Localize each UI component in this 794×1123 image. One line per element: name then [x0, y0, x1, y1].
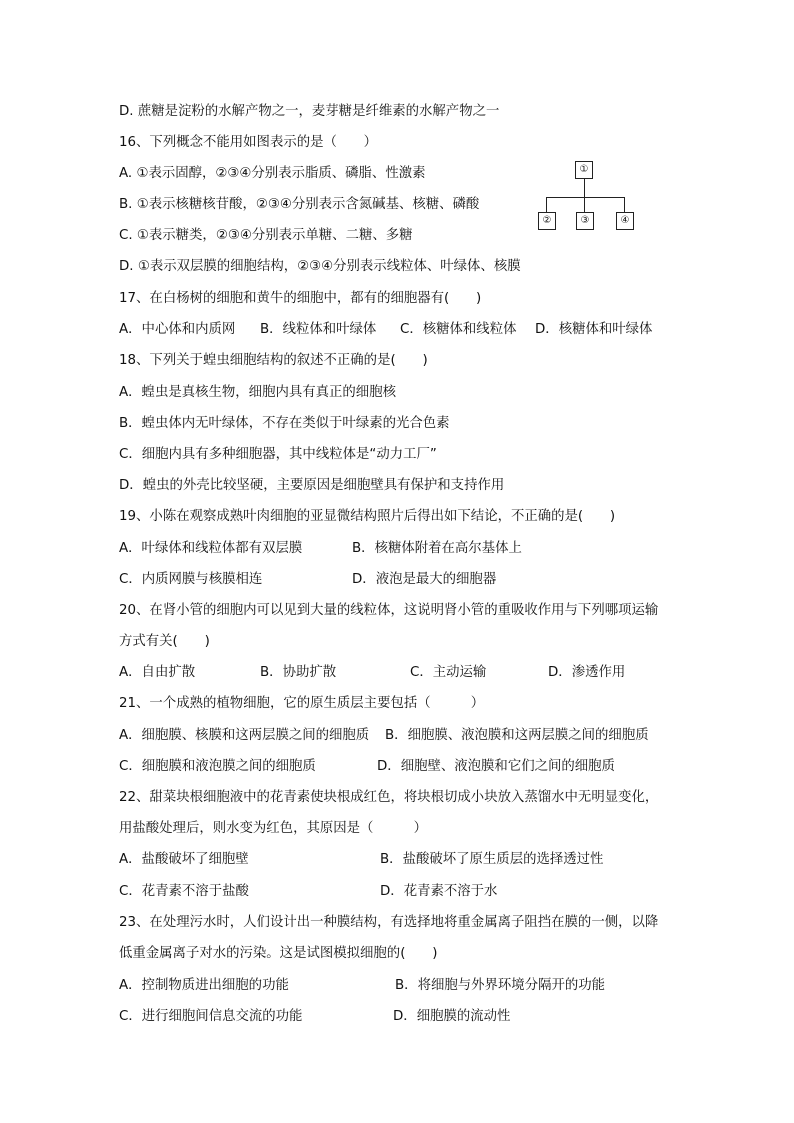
diagram-node-2-label: ② [542, 215, 552, 226]
q22-option-d: D．花青素不溶于水 [380, 884, 498, 899]
q16-stem: 16、下列概念不能用如图表示的是（ ） [119, 135, 378, 150]
diagram-node-1 [575, 161, 593, 179]
q19-option-d: D．液泡是最大的细胞器 [352, 572, 497, 587]
q23-option-b: B．将细胞与外界环境分隔开的功能 [395, 978, 606, 993]
diagram-node-2 [538, 212, 556, 230]
diagram-connector [624, 197, 625, 212]
q18-option-c: C．细胞内具有多种细胞器，其中线粒体是“动力工厂” [119, 447, 437, 462]
q19-option-c: C．内质网膜与核膜相连 [119, 572, 263, 587]
q23-option-d: D．细胞膜的流动性 [393, 1009, 511, 1024]
q22-option-b: B．盐酸破坏了原生质层的选择透过性 [380, 852, 604, 867]
q21-option-b: B．细胞膜、液泡膜和这两层膜之间的细胞质 [385, 728, 649, 743]
q18-option-d: D．蝗虫的外壳比较坚硬，主要原因是细胞壁具有保护和支持作用 [119, 478, 505, 493]
q23-option-a: A．控制物质进出细胞的功能 [119, 978, 289, 993]
q18-option-b: B．蝗虫体内无叶绿体，不存在类似于叶绿素的光合色素 [119, 416, 450, 431]
q20-stem-line1: 20、在肾小管的细胞内可以见到大量的线粒体，这说明肾小管的重吸收作用与下列哪项运输 [119, 603, 659, 618]
q18-option-a: A．蝗虫是真核生物，细胞内具有真正的细胞核 [119, 385, 396, 400]
q22-option-a: A．盐酸破坏了细胞壁 [119, 852, 249, 867]
q21-option-c: C．细胞膜和液泡膜之间的细胞质 [119, 759, 316, 774]
diagram-connector [546, 197, 547, 212]
q16-option-c: C. ①表示糖类，②③④分别表示单糖、二糖、多糖 [119, 228, 413, 243]
q20-option-c: C．主动运输 [410, 665, 487, 680]
q15-option-d: D. 蔗糖是淀粉的水解产物之一，麦芽糖是纤维素的水解产物之一 [119, 104, 500, 119]
q20-stem-line2: 方式有关( ) [119, 634, 210, 649]
concept-tree-diagram [535, 158, 640, 234]
q19-option-a: A．叶绿体和线粒体都有双层膜 [119, 541, 303, 556]
q21-stem: 21、一个成熟的植物细胞，它的原生质层主要包括（ ） [119, 696, 485, 711]
q16-option-a: A. ①表示固醇，②③④分别表示脂质、磷脂、性激素 [119, 166, 426, 181]
q22-stem-line2: 用盐酸处理后，则水变为红色，其原因是（ ） [119, 821, 427, 836]
diagram-node-1-label: ① [579, 164, 589, 175]
q17-stem: 17、在白杨树的细胞和黄牛的细胞中，都有的细胞器有( ) [119, 291, 482, 306]
diagram-node-4 [616, 212, 634, 230]
q23-stem-line2: 低重金属离子对水的污染。这是试图模拟细胞的( ) [119, 946, 438, 961]
q19-stem: 19、小陈在观察成熟叶肉细胞的亚显微结构照片后得出如下结论，不正确的是( ) [119, 509, 616, 524]
q22-stem-line1: 22、甜菜块根细胞液中的花青素使块根成红色，将块根切成小块放入蒸馏水中无明显变化， [119, 790, 659, 805]
q21-option-a: A．细胞膜、核膜和这两层膜之间的细胞质 [119, 728, 370, 743]
q21-option-d: D．细胞壁、液泡膜和它们之间的细胞质 [377, 759, 615, 774]
q20-option-d: D．渗透作用 [548, 665, 626, 680]
q17-option-b: B．线粒体和叶绿体 [260, 322, 377, 337]
q19-option-b: B．核糖体附着在高尔基体上 [352, 541, 522, 556]
diagram-connector [584, 197, 585, 212]
diagram-node-3-label: ③ [580, 215, 590, 226]
q18-stem: 18、下列关于蝗虫细胞结构的叙述不正确的是( ) [119, 353, 428, 368]
q17-option-a: A．中心体和内质网 [119, 322, 236, 337]
q17-option-c: C．核糖体和线粒体 [400, 322, 517, 337]
diagram-node-3 [576, 212, 594, 230]
q16-option-b: B. ①表示核糖核苷酸，②③④分别表示含氮碱基、核糖、磷酸 [119, 197, 480, 212]
diagram-connector [546, 197, 624, 198]
q22-option-c: C．花青素不溶于盐酸 [119, 884, 249, 899]
q16-option-d: D. ①表示双层膜的细胞结构，②③④分别表示线粒体、叶绿体、核膜 [119, 259, 521, 274]
q23-stem-line1: 23、在处理污水时，人们设计出一种膜结构，有选择地将重金属离子阻挡在膜的一侧，以降 [119, 915, 659, 930]
diagram-connector [584, 179, 585, 197]
q20-option-a: A．自由扩散 [119, 665, 196, 680]
q23-option-c: C．进行细胞间信息交流的功能 [119, 1009, 303, 1024]
diagram-node-4-label: ④ [620, 215, 630, 226]
q20-option-b: B．协助扩散 [260, 665, 337, 680]
q17-option-d: D．核糖体和叶绿体 [535, 322, 653, 337]
